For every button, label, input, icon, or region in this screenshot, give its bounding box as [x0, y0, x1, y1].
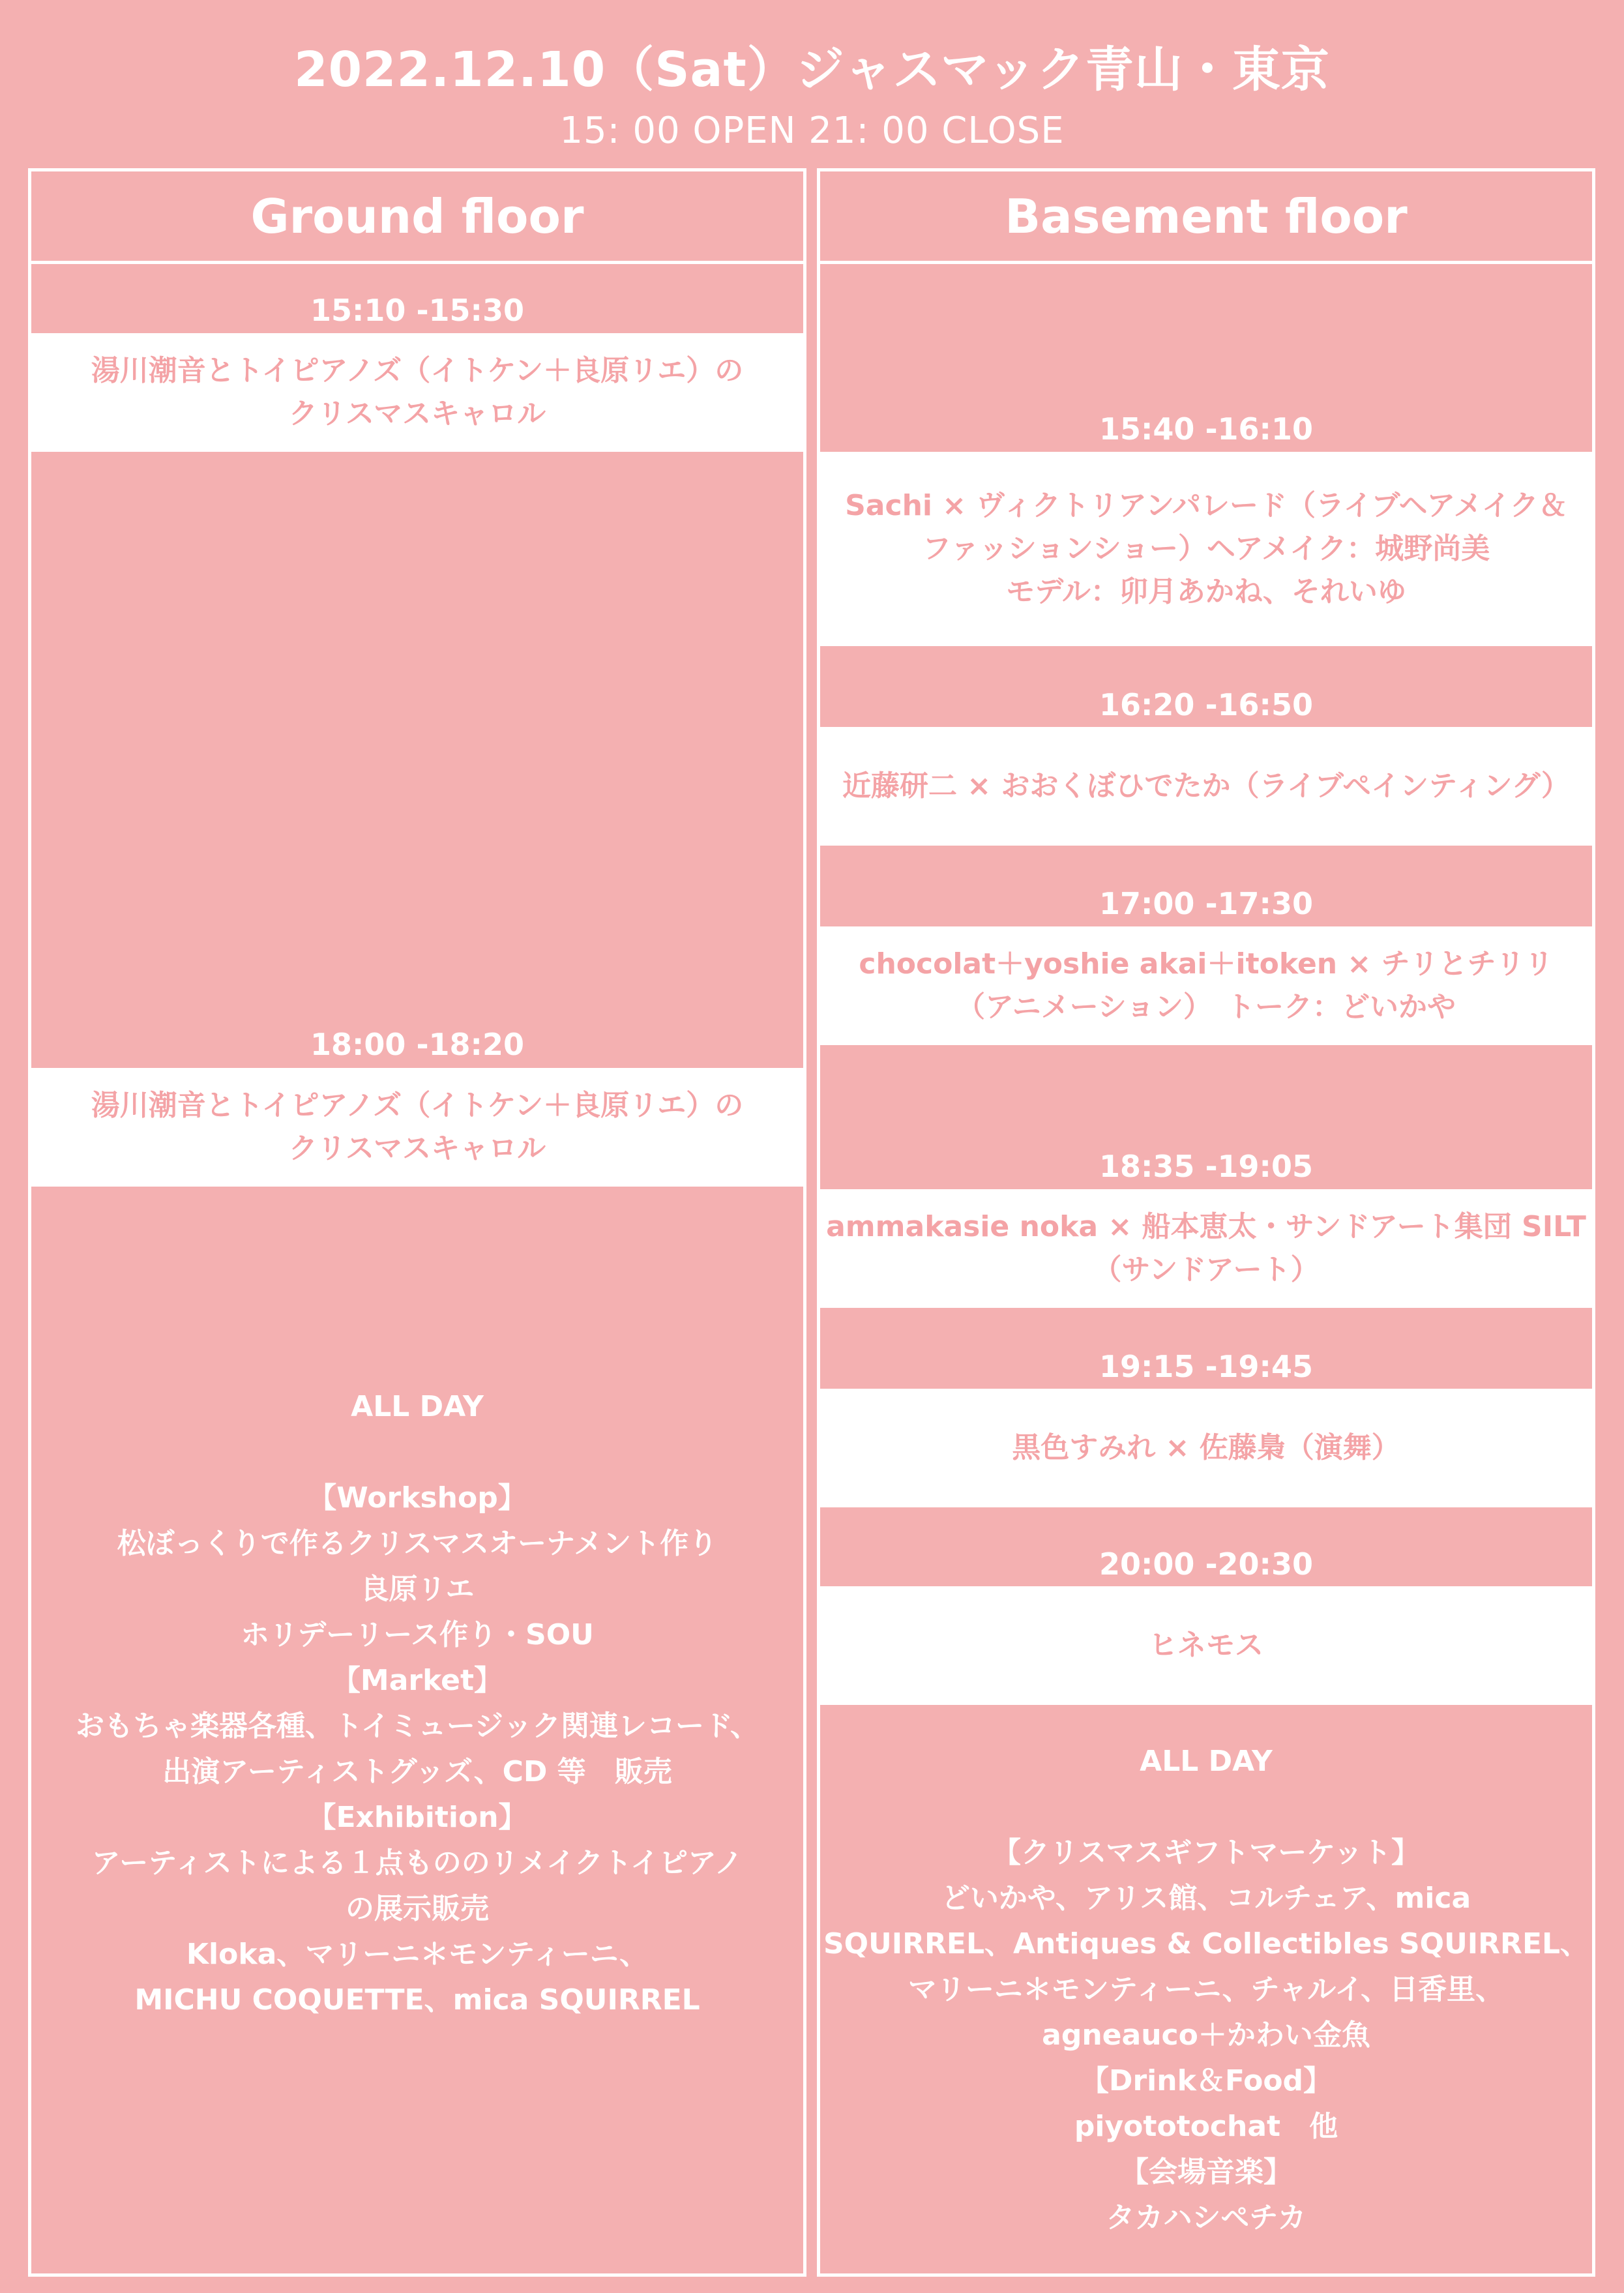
- basement-slot3-time: 17:00 -17:30: [1099, 886, 1313, 921]
- ground-slot2-time: 18:00 -18:20: [310, 1027, 524, 1062]
- basement-slot4-band: [820, 1189, 1592, 1308]
- basement-allday-line: 【Drink＆Food】: [1080, 2064, 1333, 2097]
- basement-allday-line: piyototochat 他: [1074, 2110, 1338, 2143]
- basement-allday-line: agneauco＋かわい金魚: [1042, 2019, 1370, 2052]
- ground-allday-line: アーティストによる１点もののリメイクトイピアノ: [91, 1846, 743, 1880]
- ground-allday-line: 出演アーティストグッズ、CD 等 販売: [162, 1755, 672, 1788]
- basement-slot3-band: [820, 926, 1592, 1045]
- ground-allday-line: の展示販売: [346, 1892, 489, 1925]
- basement-allday-line: SQUIRREL、Antiques & Collectibles SQUIRREL、: [823, 1927, 1589, 1960]
- basement-allday-label: ALL DAY: [1140, 1745, 1273, 1778]
- basement-slot6-line: ヒネモス: [1149, 1629, 1263, 1662]
- ground-allday-label: ALL DAY: [351, 1390, 484, 1423]
- ground-allday-block: [31, 1384, 803, 2023]
- ground-slot1-line: クリスマスキャロル: [288, 397, 546, 430]
- basement-slot5-line: 黒色すみれ × 佐藤梟（演舞）: [1012, 1431, 1400, 1464]
- basement-allday-line: マリーニ＊モンティーニ、チャルイ、日香里、: [908, 1973, 1505, 2006]
- ground-allday-line: 松ぼっくりで作るクリスマスオーナメント作り: [117, 1527, 718, 1560]
- basement-floor-column: [817, 168, 1595, 2277]
- basement-slot1-line: モデル：卯月あかね、それいゆ: [1006, 575, 1406, 608]
- basement-slot2-band: [820, 727, 1592, 846]
- basement-allday-line: タカハシペチカ: [1106, 2201, 1307, 2234]
- basement-slot1-line: Sachi × ヴィクトリアンパレード（ライブヘアメイク＆: [845, 489, 1567, 522]
- basement-slot4-line: ammakasie noka × 船本恵太・サンドアート集団 SILT: [826, 1210, 1586, 1243]
- ground-floor-column: [28, 168, 806, 2277]
- basement-allday-line: どいかや、アリス館、コルチェア、mica: [941, 1882, 1471, 1915]
- basement-slot1-band: [820, 452, 1592, 646]
- ground-slot2-line: クリスマスキャロル: [288, 1132, 546, 1165]
- basement-slot4-time: 18:35 -19:05: [1099, 1149, 1313, 1184]
- event-title: 2022.12.10（Sat）ジャスマック青山・東京: [294, 42, 1330, 98]
- ground-allday-line: MICHU COQUETTE、mica SQUIRREL: [134, 1983, 700, 2017]
- basement-slot6-time: 20:00 -20:30: [1099, 1546, 1313, 1582]
- ground-slot1-time: 15:10 -15:30: [310, 293, 524, 328]
- ground-allday-line: おもちゃ楽器各種、トイミュージック関連レコード、: [75, 1709, 760, 1743]
- basement-slot5-band: [820, 1389, 1592, 1507]
- ground-floor-heading: Ground floor: [31, 171, 803, 264]
- basement-floor-heading: Basement floor: [820, 171, 1592, 264]
- ground-allday-line: 【Market】: [331, 1664, 503, 1697]
- basement-slot3-line: chocolat＋yoshie akai＋itoken × チリとチリリ: [859, 947, 1554, 981]
- ground-slot2-line: 湯川潮音とトイピアノズ（イトケン＋良原リエ）の: [91, 1089, 744, 1122]
- ground-allday-line: 【Workshop】: [308, 1481, 527, 1515]
- event-hours: 15: 00 OPEN 21: 00 CLOSE: [559, 110, 1065, 152]
- basement-slot2-time: 16:20 -16:50: [1099, 687, 1313, 722]
- basement-allday-line: 【会場音楽】: [1120, 2155, 1292, 2189]
- ground-allday-line: 良原リエ: [360, 1573, 475, 1606]
- basement-slot1-time: 15:40 -16:10: [1099, 411, 1313, 447]
- basement-slot3-line: （アニメーション） トーク：どいかや: [956, 990, 1456, 1024]
- basement-slot2-line: 近藤研二 × おおくぼひでたか（ライブペインティング）: [842, 769, 1571, 803]
- basement-slot4-line: （サンドアート）: [1093, 1253, 1320, 1286]
- basement-slot5-time: 19:15 -19:45: [1099, 1349, 1313, 1384]
- ground-allday-line: Kloka、マリーニ＊モンティーニ、: [186, 1938, 649, 1971]
- ground-slot2-band: [31, 1068, 803, 1187]
- ground-allday-line: 【Exhibition】: [307, 1801, 527, 1834]
- ground-slot1-line: 湯川潮音とトイピアノズ（イトケン＋良原リエ）の: [91, 354, 744, 387]
- ground-allday-line: ホリデーリース作り・SOU: [241, 1618, 594, 1651]
- basement-allday-block: [820, 1739, 1592, 2241]
- basement-slot6-band: [820, 1586, 1592, 1705]
- basement-slot1-line: ファッションショー）ヘアメイク：城野尚美: [922, 532, 1490, 565]
- basement-allday-line: 【クリスマスギフトマーケット】: [992, 1836, 1421, 1869]
- ground-slot1-band: [31, 333, 803, 452]
